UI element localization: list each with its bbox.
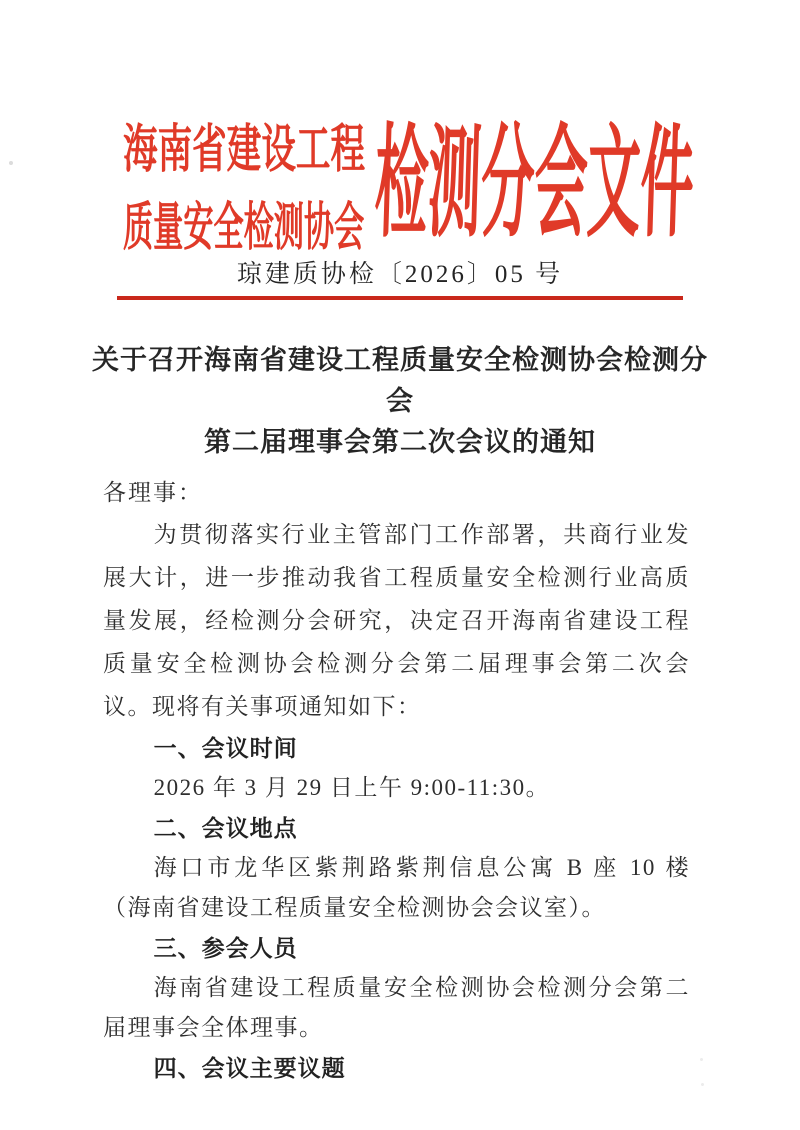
- section-heading-4: 四、会议主要议题: [153, 1055, 346, 1081]
- intro-paragraph: 为贯彻落实行业主管部门工作部署，共商行业发展大计，进一步推动我省工程质量安全检测行业高质量发展，经检测分会研究，决定召开海南省建设工程质量安全检测协会检测分会第二届理事会第二次会议。现将有关事项通知如下：: [103, 522, 690, 719]
- org-name-line2: 质量安全检测协会: [123, 199, 365, 257]
- document-body: [103, 477, 690, 1088]
- doc-type-title: 检测分会文件: [373, 115, 696, 251]
- section-heading-1: 一、会议时间: [153, 735, 298, 761]
- red-divider-line: [117, 296, 683, 300]
- notice-title-line2: 第二届理事会第二次会议的通知: [204, 427, 596, 457]
- scan-artifact: [701, 1083, 704, 1086]
- section-content-3: 海南省建设工程质量安全检测协会检测分会第二届理事会全体理事。: [103, 975, 690, 1040]
- scan-artifact: [700, 1058, 703, 1061]
- notice-title-line1: 关于召开海南省建设工程质量安全检测协会检测分会: [92, 345, 708, 416]
- section-main-topics: [103, 1048, 690, 1088]
- section-heading-3: 三、参会人员: [153, 935, 298, 961]
- section-heading-2: 二、会议地点: [153, 815, 298, 841]
- notice-title: [90, 340, 710, 463]
- section-meeting-time: [103, 728, 690, 808]
- org-name-line1: 海南省建设工程: [123, 121, 366, 179]
- section-participants: [103, 928, 690, 1048]
- section-content-2: 海口市龙华区紫荆路紫荆信息公寓 B 座 10 楼（海南省建设工程质量安全检测协会会议室）。: [103, 855, 690, 920]
- section-content-1: 2026 年 3 月 29 日上午 9:00-11:30。: [153, 775, 551, 800]
- letterhead: [0, 0, 800, 258]
- scan-artifact: [9, 161, 13, 165]
- salutation: 各理事：: [103, 480, 203, 505]
- doc-number: 琼建质协检〔2026〕05 号: [236, 261, 564, 288]
- section-meeting-place: [103, 808, 690, 928]
